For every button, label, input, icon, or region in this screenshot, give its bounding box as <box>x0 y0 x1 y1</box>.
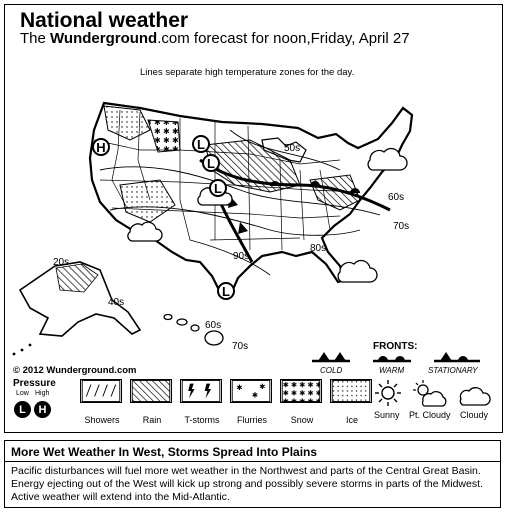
subtitle-suffix: .com forecast for noon,Friday, April 27 <box>157 30 410 47</box>
sunny-icon <box>373 379 403 407</box>
svg-text:✱: ✱ <box>251 390 259 400</box>
showers-swatch <box>80 379 122 403</box>
legend-cloudy-label: Cloudy <box>460 410 489 420</box>
low-pressure-symbol-3: L <box>214 181 222 196</box>
flurries-swatch <box>230 379 272 403</box>
temp-label-80s: 80s <box>310 243 327 254</box>
page-title: National weather <box>20 9 189 32</box>
legend-showers <box>80 379 124 425</box>
front-label-warm: WARM <box>379 366 405 375</box>
legend-pt-cloudy-label: Pt. Cloudy <box>409 410 451 420</box>
legend-ice <box>330 379 374 425</box>
high-pressure-badge: H <box>34 401 51 418</box>
legend-rain <box>130 379 174 425</box>
low-pressure-symbol-4: L <box>222 284 230 299</box>
legend-tstorms <box>180 379 224 425</box>
legend-ice-label: Ice <box>345 415 358 425</box>
legend-front-symbols <box>312 352 480 361</box>
story-divider <box>5 461 500 462</box>
temp-label-60s-hawaii: 60s <box>205 320 222 331</box>
temp-label-40s: 40s <box>108 297 125 308</box>
temp-label-50s: 50s <box>284 143 301 154</box>
ice-swatch <box>330 379 372 403</box>
high-pressure-symbol: H <box>96 140 106 155</box>
subtitle-brand: Wunderground <box>50 30 158 47</box>
legend-snow-label: Snow <box>290 415 314 425</box>
forecast-story <box>4 440 501 508</box>
low-pressure-symbol-1: L <box>197 137 205 152</box>
tstorms-swatch <box>180 379 222 403</box>
aleutian-islands <box>13 344 32 356</box>
weather-legend <box>9 375 497 427</box>
legend-flurries <box>230 379 274 425</box>
temp-label-70s-hawaii: 70s <box>232 341 249 352</box>
cloudy-icon <box>457 381 493 407</box>
pressure-low-label: Low <box>16 390 29 397</box>
legend-sunny-label: Sunny <box>374 410 400 420</box>
front-label-stationary: STATIONARY <box>428 366 478 375</box>
svg-text:✱: ✱ <box>259 382 266 392</box>
svg-text:✱: ✱ <box>236 383 243 393</box>
temp-label-20s: 20s <box>53 257 70 268</box>
pressure-high-label: High <box>35 390 50 397</box>
low-pressure-badge: L <box>14 401 31 418</box>
low-pressure-symbol-2: L <box>207 156 215 171</box>
copyright: © 2012 Wunderground.com <box>13 365 137 376</box>
legend-tstorms-label: T-storms <box>184 415 220 425</box>
temp-label-70s-east: 70s <box>393 221 410 232</box>
legend-flurries-label: Flurries <box>236 415 267 425</box>
front-label-cold: COLD <box>320 366 343 375</box>
rain-swatch <box>130 379 172 403</box>
legend-showers-label: Showers <box>84 415 120 425</box>
partly-cloudy-icon <box>411 379 447 407</box>
subtitle-prefix: The <box>20 30 51 47</box>
temp-label-60s-east: 60s <box>388 192 405 203</box>
temp-label-90s: 90s <box>233 251 250 262</box>
map-caption: Lines separate high temperature zones for the day. <box>140 67 355 78</box>
pressure-legend-title: Pressure <box>13 378 56 389</box>
story-body: Pacific disturbances will fuel more wet weather in the Northwest and parts of the Central Great Basin. Energy ejecting out of the West will kick up strong and possibly severe storms in parts of the Midwest. Active weather will extend into the Mid-Atlantic. <box>11 465 483 503</box>
story-headline: More Wet Weather In West, Storms Spread Into Plains <box>11 445 318 459</box>
legend-rain-label: Rain <box>142 415 162 425</box>
fronts-legend-title: FRONTS: <box>373 341 418 352</box>
legend-snow <box>280 379 324 425</box>
snow-swatch <box>280 379 322 403</box>
